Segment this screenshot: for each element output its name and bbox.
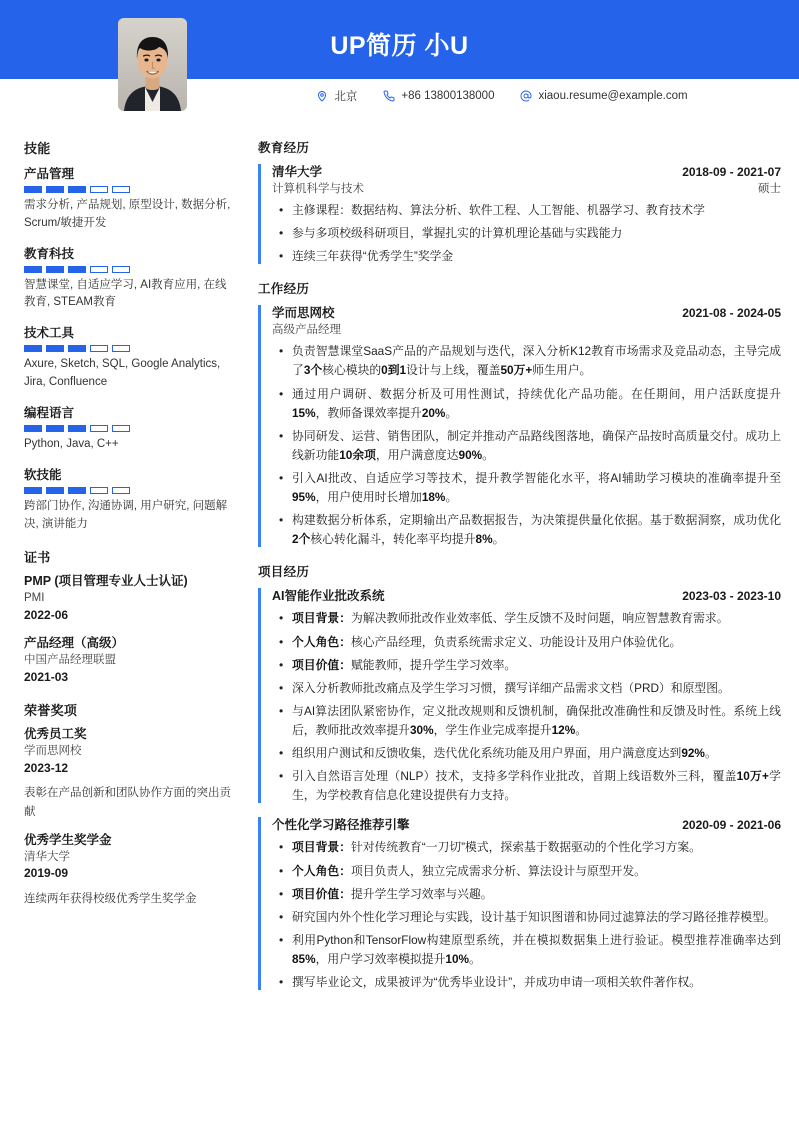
- skill-level-segment: [90, 266, 108, 273]
- bullet-list: [272, 201, 781, 266]
- skill-description: Python, Java, C++: [24, 437, 119, 450]
- skills-section: [24, 138, 236, 533]
- bullet-item: • 个人角色：核心产品经理，负责系统需求定义、功能设计及用户体验优化。: [292, 633, 781, 652]
- awards-list: [24, 726, 236, 908]
- contact-row: [205, 88, 799, 104]
- skill-level-segment: [112, 425, 130, 432]
- skill-level-segment: [90, 345, 108, 352]
- project-date: 2020-09 - 2021-06: [682, 818, 781, 833]
- project-name: AI智能作业批改系统: [272, 589, 385, 604]
- project-entry: [258, 586, 781, 805]
- skill-name: 编程语言: [24, 405, 75, 420]
- award-org: 学而思网校: [24, 745, 82, 758]
- work-date: 2021-08 - 2024-05: [682, 306, 781, 321]
- cert-title: PMP (项目管理专业人士认证): [24, 574, 188, 589]
- main-column: [252, 138, 799, 1005]
- skill-level-bars: [24, 487, 236, 494]
- bullet-list: [272, 838, 781, 992]
- bullet-item: • 通过用户调研、数据分析及可用性测试，持续优化产品功能。在任期间，用户活跃度提升15%，教师备课效率提升20%。: [292, 385, 781, 423]
- skill-level-segment: [112, 186, 130, 193]
- phone-icon: [383, 90, 395, 102]
- skill-level-bars: [24, 266, 236, 273]
- contact-phone: [383, 90, 494, 102]
- avatar: [118, 18, 187, 111]
- bullet-item: • 构建数据分析体系，定期输出产品数据报告，为决策提供量化依据。基于数据洞察，成功优化2个核心转化漏斗，转化率平均提升8%。: [292, 511, 781, 549]
- skill-name: 教育科技: [24, 246, 75, 261]
- avatar-photo-icon: [118, 18, 187, 111]
- bullet-item: • 连续三年获得“优秀学生”奖学金: [292, 247, 781, 266]
- bullet-item: • 主修课程：数据结构、算法分析、软件工程、人工智能、机器学习、教育技术学: [292, 201, 781, 220]
- award-org: 清华大学: [24, 850, 70, 863]
- skill-level-segment: [46, 487, 64, 494]
- award-item: [24, 726, 236, 821]
- skill-level-segment: [68, 345, 86, 352]
- work-heading: 工作经历: [258, 282, 310, 297]
- bullet-item: • 项目价值：赋能教师，提升学生学习效率。: [292, 656, 781, 675]
- resume-header: [0, 0, 799, 130]
- projects-heading: 项目经历: [258, 565, 310, 580]
- work-entry: [258, 303, 781, 549]
- skill-group: [24, 403, 236, 454]
- work-list: [258, 303, 781, 549]
- skill-group: [24, 465, 236, 534]
- skill-name: 技术工具: [24, 326, 75, 341]
- skill-level-segment: [68, 487, 86, 494]
- school-name: 清华大学: [272, 165, 323, 179]
- bullet-item: • 协同研发、运营、销售团队，制定并推动产品路线图落地，确保产品按时高质量交付。成功上线新功能10余项，用户满意度达90%。: [292, 427, 781, 465]
- bullet-item: • 与AI算法团队紧密协作，定义批改规则和反馈机制，确保批改准确性和反馈及时性。系统上线后，教师批改效率提升30%，学生作业完成率提升12%。: [292, 702, 781, 740]
- cert-org: 中国产品经理联盟: [24, 654, 116, 667]
- education-list: [258, 162, 781, 266]
- bullet-item: • 组织用户测试和反馈收集，迭代优化系统功能及用户界面，用户满意度达到92%。: [292, 744, 781, 763]
- skill-level-segment: [68, 425, 86, 432]
- award-date: 2023-12: [24, 760, 69, 775]
- bullet-list: [272, 609, 781, 805]
- bullet-item: • 参与多项校级科研项目，掌握扎实的计算机理论基础与实践能力: [292, 224, 781, 243]
- contact-email-text: xiaou.resume@example.com: [538, 90, 688, 102]
- skill-group: [24, 164, 236, 233]
- skills-heading: 技能: [24, 141, 51, 156]
- award-title: 优秀员工奖: [24, 727, 87, 742]
- award-date: 2019-09: [24, 866, 69, 881]
- skill-level-segment: [24, 186, 42, 193]
- skill-level-segment: [24, 345, 42, 352]
- cert-date: 2022-06: [24, 607, 69, 622]
- education-heading: 教育经历: [258, 141, 310, 155]
- cert-title: 产品经理（高级）: [24, 636, 125, 651]
- award-item: [24, 832, 236, 908]
- entry-row: [272, 303, 781, 321]
- certs-heading: 证书: [24, 550, 51, 566]
- skill-level-segment: [46, 425, 64, 432]
- education-section: [258, 138, 781, 266]
- contact-location: [316, 88, 357, 104]
- contact-email: [520, 90, 687, 102]
- skill-description: 跨部门协作, 沟通协调, 用户研究, 问题解决, 演讲能力: [24, 499, 228, 530]
- award-title: 优秀学生奖学金: [24, 832, 112, 847]
- skill-description: Axure, Sketch, SQL, Google Analytics, Jira, Confluence: [24, 358, 221, 389]
- bullet-item: • 利用Python和TensorFlow构建原型系统，并在模拟数据集上进行验证。模型推荐准确率达到85%，用户学习效率模拟提升10%。: [292, 931, 781, 969]
- contact-phone-text: +86 13800138000: [401, 90, 495, 102]
- bullet-item: • 项目背景：为解决教师批改作业效率低、学生反馈不及时问题，响应智慧教育需求。: [292, 609, 781, 628]
- certs-section: [24, 547, 236, 686]
- awards-heading: 荣誉奖项: [24, 703, 78, 719]
- major-name: 计算机科学与技术: [272, 183, 364, 195]
- bullet-list: [272, 342, 781, 549]
- skill-level-segment: [24, 425, 42, 432]
- skill-level-segment: [46, 266, 64, 273]
- skill-level-bars: [24, 345, 236, 352]
- bullet-item: • 撰写毕业论文，成果被评为“优秀毕业设计”，并成功申请一项相关软件著作权。: [292, 973, 781, 992]
- skill-level-bars: [24, 425, 236, 432]
- skill-level-segment: [112, 487, 130, 494]
- cert-org: PMI: [24, 592, 45, 605]
- skill-level-segment: [24, 487, 42, 494]
- bullet-item: • 引入自然语言处理（NLP）技术，支持多学科作业批改，首期上线语数外三科，覆盖10万+学生，为学校教育信息化建设提供有力支持。: [292, 767, 781, 805]
- bullet-item: • 负责智慧课堂SaaS产品的产品规划与迭代，深入分析K12教育市场需求及竞品动态，主导完成了3个核心模块的0到1设计与上线，覆盖50万+师生用户。: [292, 342, 781, 380]
- job-title: 高级产品经理: [272, 324, 341, 337]
- bullet-item: • 引入AI批改、自适应学习等技术，提升教学智能化水平，将AI辅助学习模块的准确率提升至95%，用户使用时长增加18%。: [292, 469, 781, 507]
- cert-item: [24, 573, 236, 624]
- education-date: 2018-09 - 2021-07: [682, 165, 781, 179]
- project-entry: [258, 815, 781, 992]
- award-description: 表彰在产品创新和团队协作方面的突出贡献: [24, 787, 231, 818]
- contact-location-text: 北京: [334, 91, 358, 103]
- skill-level-segment: [68, 266, 86, 273]
- degree-name: 硕士: [758, 183, 781, 195]
- company-name: 学而思网校: [272, 306, 335, 321]
- skill-group: [24, 323, 236, 392]
- skill-level-segment: [90, 186, 108, 193]
- skill-level-segment: [112, 345, 130, 352]
- skill-level-segment: [24, 266, 42, 273]
- skill-level-segment: [46, 345, 64, 352]
- skill-level-segment: [68, 186, 86, 193]
- entry-row: [272, 815, 781, 833]
- skill-level-segment: [90, 425, 108, 432]
- skill-level-segment: [46, 186, 64, 193]
- certs-list: [24, 573, 236, 686]
- resume-body: [0, 130, 799, 1005]
- projects-section: [258, 562, 781, 992]
- skill-level-segment: [90, 487, 108, 494]
- skill-description: 智慧课堂, 自适应学习, AI教育应用, 在线教育, STEAM教育: [24, 278, 227, 309]
- skill-name: 产品管理: [24, 167, 75, 181]
- skill-level-segment: [112, 266, 130, 273]
- entry-row: [272, 180, 781, 196]
- bullet-item: • 深入分析教师批改痛点及学生学习习惯，撰写详细产品需求文档（PRD）和原型图。: [292, 679, 781, 698]
- project-name: 个性化学习路径推荐引擎: [272, 818, 410, 833]
- entry-row: [272, 586, 781, 604]
- location-pin-icon: [316, 90, 328, 102]
- skill-description: 需求分析, 产品规划, 原型设计, 数据分析, Scrum/敏捷开发: [24, 199, 231, 229]
- awards-section: [24, 700, 236, 908]
- skill-group: [24, 244, 236, 313]
- projects-list: [258, 586, 781, 992]
- award-description: 连续两年获得校级优秀学生奖学金: [24, 892, 197, 905]
- education-entry: [258, 162, 781, 266]
- page-title: UP简历 小U: [330, 32, 469, 60]
- bullet-item: • 个人角色：项目负责人，独立完成需求分析、算法设计与原型开发。: [292, 862, 781, 881]
- email-at-icon: [520, 90, 532, 102]
- entry-row: [272, 162, 781, 180]
- bullet-item: • 项目价值：提升学生学习效率与兴趣。: [292, 885, 781, 904]
- cert-date: 2021-03: [24, 669, 69, 684]
- cert-item: [24, 635, 236, 686]
- project-date: 2023-03 - 2023-10: [682, 589, 781, 604]
- sidebar: [0, 138, 252, 922]
- skills-list: [24, 164, 236, 533]
- bullet-item: • 项目背景：针对传统教育“一刀切”模式，探索基于数据驱动的个性化学习方案。: [292, 838, 781, 857]
- work-section: [258, 279, 781, 549]
- skill-name: 软技能: [24, 467, 62, 482]
- bullet-item: • 研究国内外个性化学习理论与实践，设计基于知识图谱和协同过滤算法的学习路径推荐模型。: [292, 908, 781, 927]
- skill-level-bars: [24, 186, 236, 193]
